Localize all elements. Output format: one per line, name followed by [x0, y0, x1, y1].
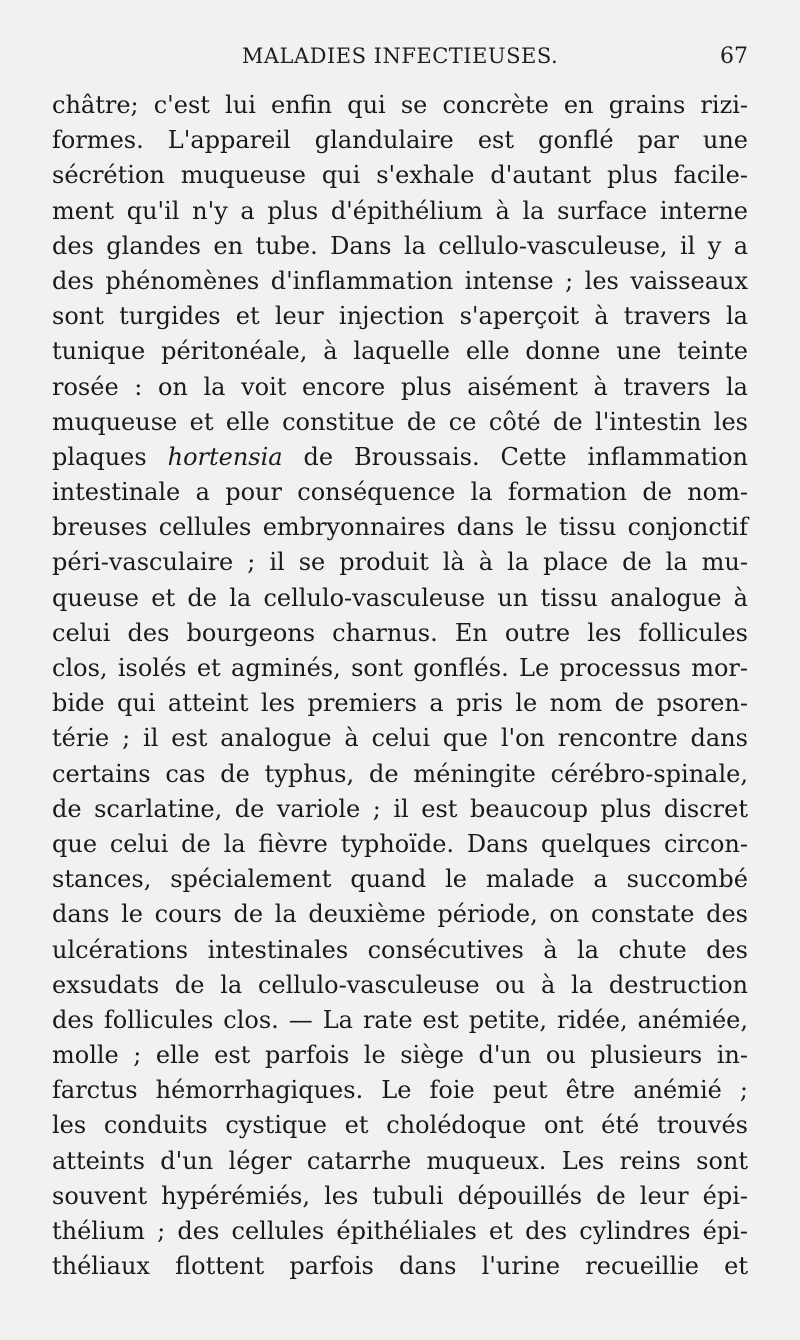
text-line: muqueuse et elle constitue de ce côté de l'intestin les: [52, 407, 748, 436]
text-line: thélium ; des cellules épithéliales et des cylindres épi-: [52, 1217, 748, 1245]
text-line: atteints d'un léger catarrhe muqueux. Les reins sont: [52, 1146, 748, 1175]
text-line: rosée : on la voit encore plus aisément à travers la: [52, 372, 748, 401]
text-line: breuses cellules embryonnaires dans le tissu conjonctif: [52, 513, 748, 542]
text-line: des follicules clos. — La rate est petite, ridée, anémiée,: [52, 1005, 748, 1034]
text-line: souvent hypérémiés, les tubuli dépouillés de leur épi-: [52, 1181, 748, 1210]
text-line: tunique péritonéale, à laquelle elle donne une teinte: [52, 337, 748, 366]
text-line: des phénomènes d'inflammation intense ; les vaisseaux: [52, 266, 748, 295]
text-line: bide qui atteint les premiers a pris le nom de psoren-: [52, 689, 748, 718]
text-segment: plaques: [52, 442, 168, 471]
text-line: stances, spécialement quand le malade a succombé: [52, 865, 748, 894]
text-line: sécrétion muqueuse qui s'exhale d'autant plus facile-: [52, 161, 748, 190]
page-number: 67: [720, 44, 748, 69]
text-line: molle ; elle est parfois le siège d'un ou plusieurs in-: [52, 1041, 748, 1070]
text-line: les conduits cystique et cholédoque ont été trouvés: [52, 1111, 748, 1140]
text-line: ulcérations intestinales consécutives à la chute des: [52, 935, 748, 964]
text-line: formes. L'appareil glandulaire est gonflé par une: [52, 126, 748, 155]
text-line: celui des bourgeons charnus. En outre les follicules: [52, 618, 748, 647]
body-text: [52, 88, 748, 1284]
text-line: théliaux flottent parfois dans l'urine recueillie et: [52, 1252, 748, 1281]
text-line: térie ; il est analogue à celui que l'on rencontre dans: [52, 724, 748, 753]
text-line: des glandes en tube. Dans la cellulo-vasculeuse, il y a: [52, 231, 748, 260]
text-line: péri-vasculaire ; il se produit là à la place de la mu-: [52, 548, 748, 577]
text-line: de scarlatine, de variole ; il est beaucoup plus discret: [52, 794, 748, 823]
italic-term: hortensia: [167, 442, 283, 471]
text-line: dans le cours de la deuxième période, on constate des: [52, 900, 748, 929]
text-line: intestinale a pour conséquence la formation de nom-: [52, 478, 748, 507]
text-line: [52, 440, 748, 475]
text-line: clos, isolés et agminés, sont gonflés. Le processus mor-: [52, 654, 748, 682]
text-line: châtre; c'est lui enfin qui se concrète en grains rizi-: [52, 91, 748, 119]
text-line: queuse et de la cellulo-vasculeuse un tissu analogue à: [52, 583, 748, 612]
text-line: que celui de la fièvre typhoïde. Dans quelques circon-: [52, 829, 748, 858]
text-line: exsudats de la cellulo-vasculeuse ou à la destruction: [52, 970, 748, 999]
text-line: certains cas de typhus, de méningite cérébro-spinale,: [52, 759, 748, 788]
running-head: [52, 44, 748, 74]
text-line: ment qu'il n'y a plus d'épithélium à la surface interne: [52, 196, 748, 225]
text-line: farctus hémorrhagiques. Le foie peut être anémié ;: [52, 1076, 748, 1105]
text-segment: de Broussais. Cette inflammation: [282, 442, 749, 471]
running-title: MALADIES INFECTIEUSES.: [241, 44, 559, 68]
text-line: sont turgides et leur injection s'aperçoit à travers la: [52, 302, 748, 331]
